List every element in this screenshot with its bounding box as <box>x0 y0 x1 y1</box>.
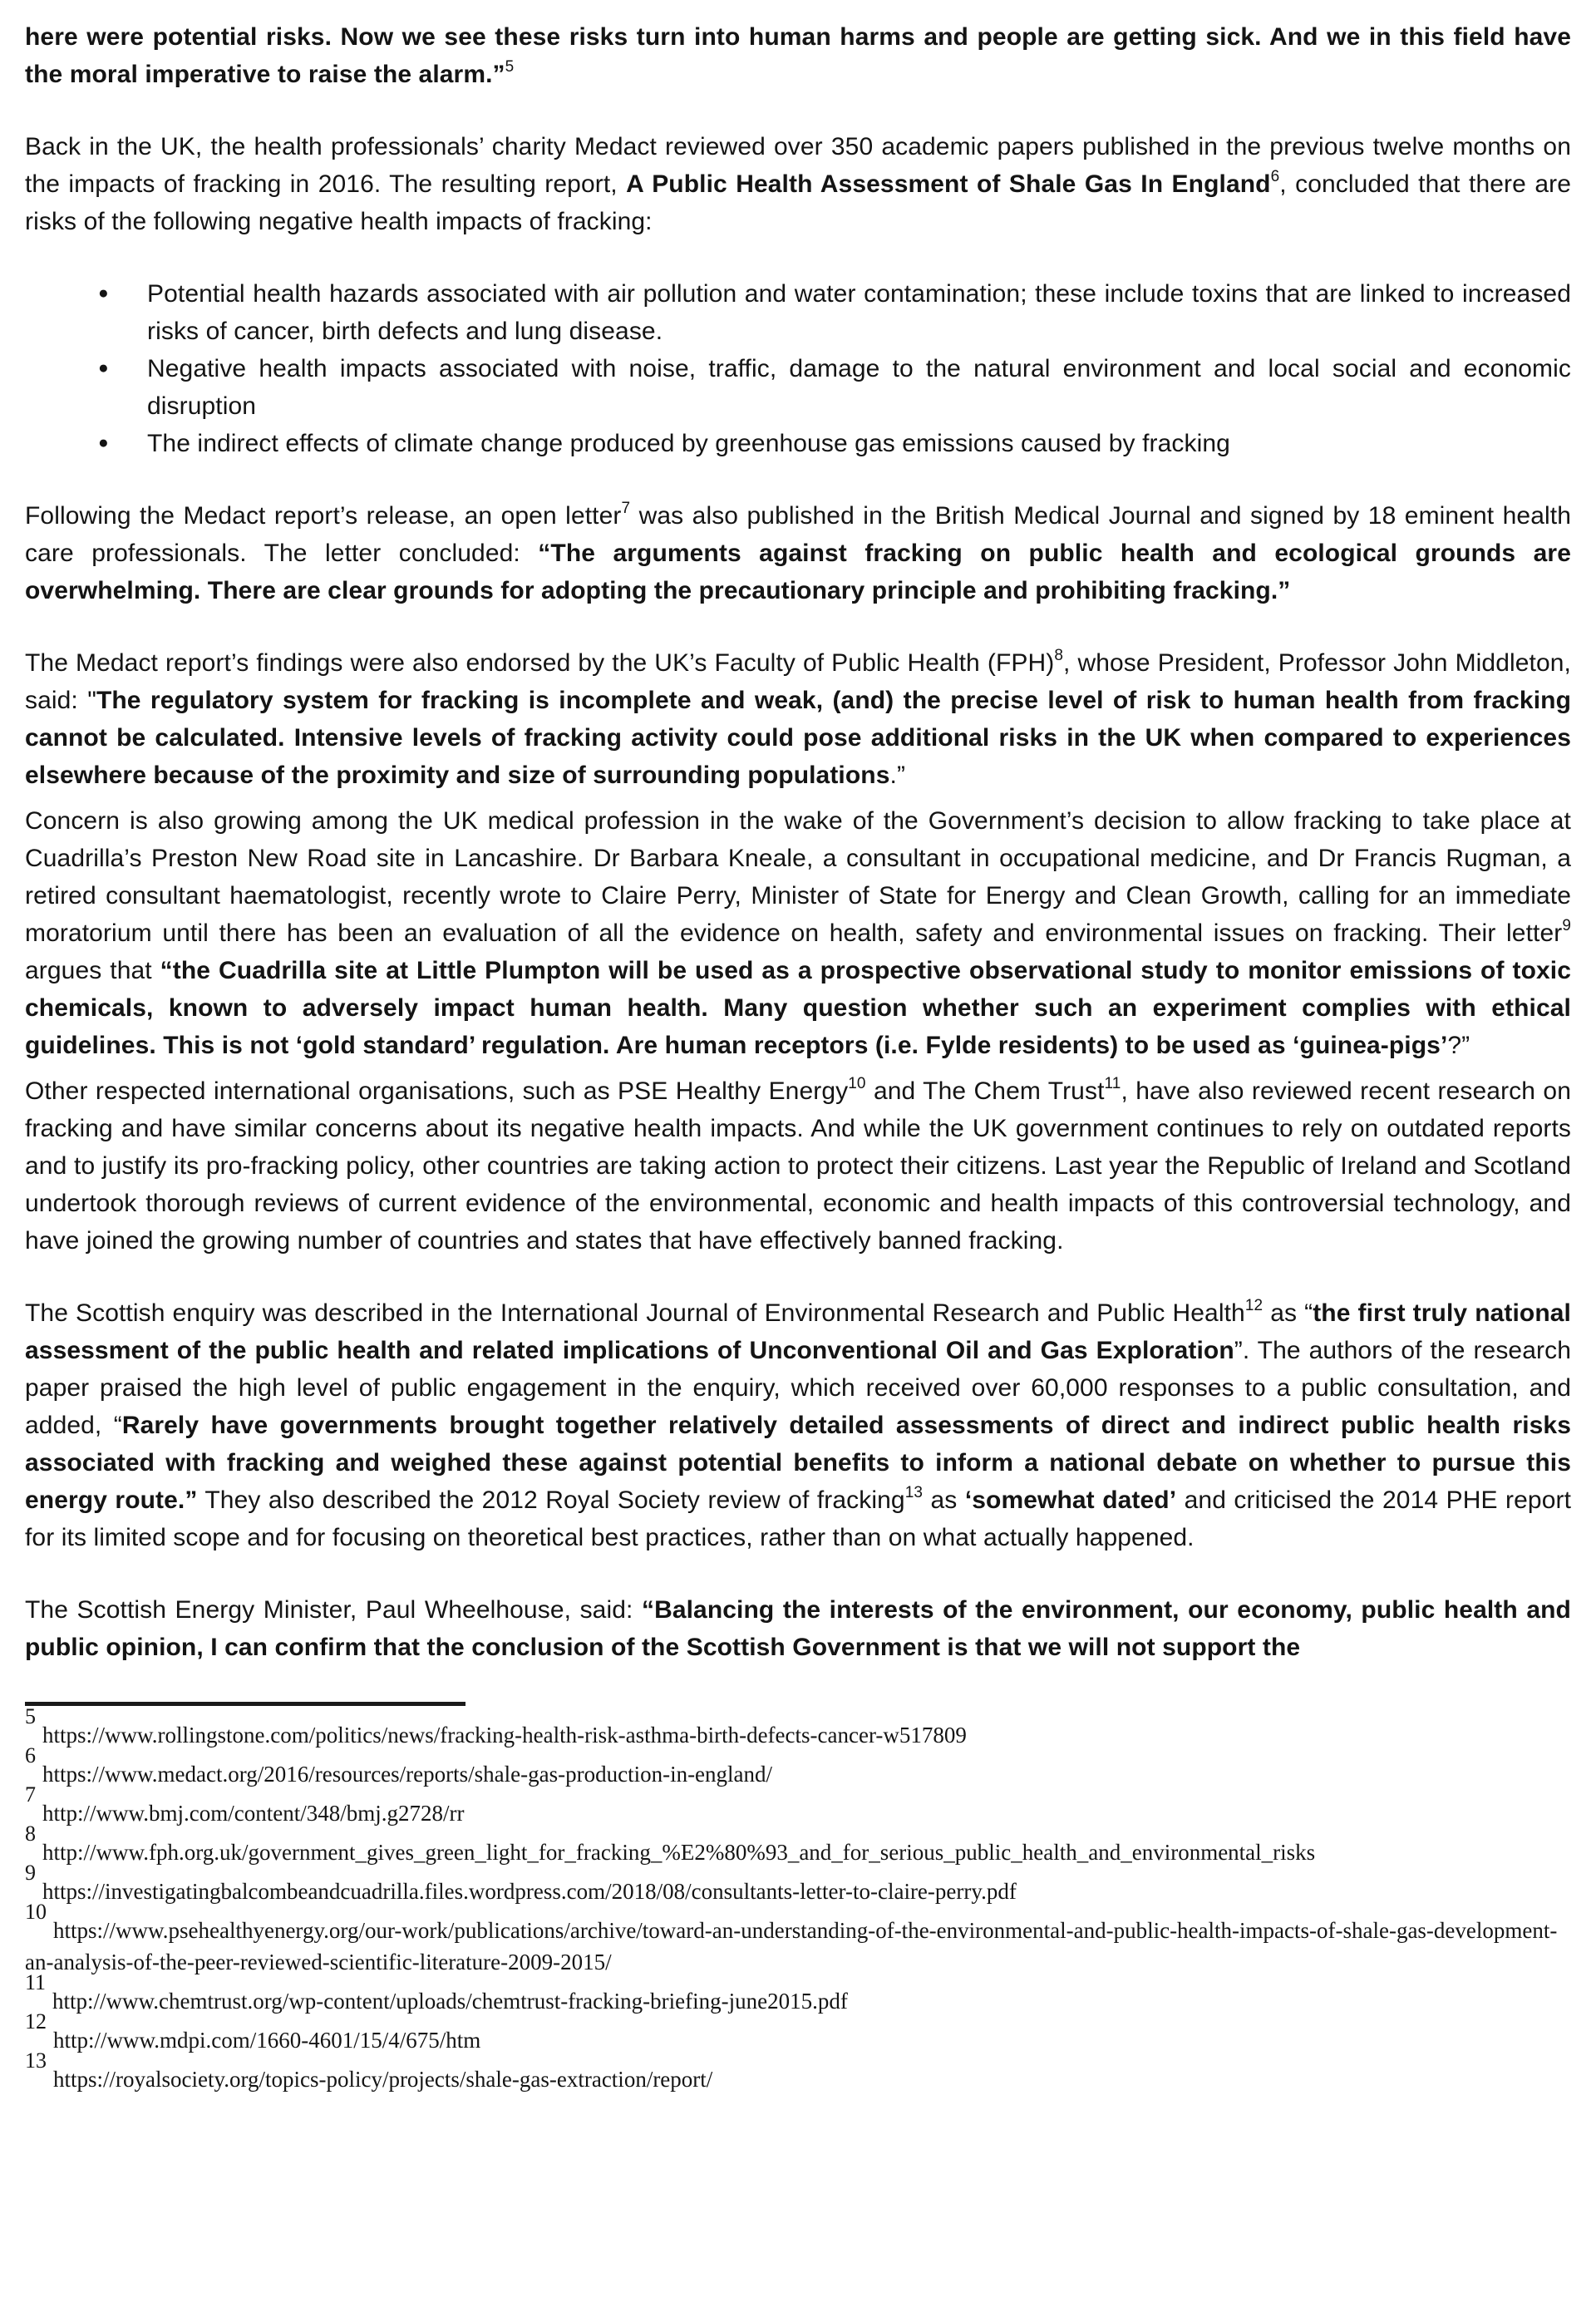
footnote-url-link[interactable]: http://www.chemtrust.org/wp-content/uploads/chemtrust-fracking-briefing-june2015.pdf <box>52 1989 848 2014</box>
bullet-item-climate-change <box>25 425 1571 462</box>
text-run: The Medact report’s findings were also endorsed by the UK’s Faculty of Public Health (FPH) <box>25 649 1055 677</box>
text-run: , whose President, Professor John Middleton, said: " <box>25 649 1571 714</box>
footnote-number: 9 <box>25 1861 36 1885</box>
text-run: ”. The authors of the research paper praised the high level of public engagement in the enquiry, which received over 60,000 responses to a public consultation, and added, “ <box>25 1337 1571 1439</box>
bold-text-run: A Public Health Assessment of Shale Gas In England <box>626 170 1271 198</box>
footnote-item-5 <box>25 1704 1571 1751</box>
footnote-url-link[interactable]: http://www.fph.org.uk/government_gives_green_light_for_fracking_%E2%80%93_and_for_serious_public_health_and_environmental_risks <box>42 1840 1316 1865</box>
bullet-item-air-pollution <box>25 275 1571 350</box>
footnote-number: 8 <box>25 1822 36 1846</box>
footnote-item-10 <box>25 1900 1571 1978</box>
text-run: .” <box>889 762 906 789</box>
text-run: Following the Medact report’s release, an open letter <box>25 502 622 530</box>
paragraph-scottish-enquiry <box>25 1294 1571 1556</box>
paragraph-bmj-letter <box>25 497 1571 609</box>
text-run: , concluded that there are risks of the following negative health impacts of fracking: <box>25 170 1571 235</box>
paragraph-alarm-quote <box>25 18 1571 93</box>
footnote-number: 7 <box>25 1782 36 1807</box>
bold-text-run: “Balancing the interests of the environment, our economy, public health and public opinion, I can confirm that the conclusion of the Scottish Government is that we will not support the <box>25 1596 1571 1661</box>
text-run: Concern is also growing among the UK medical profession in the wake of the Government’s decision to allow fracking to take place at Cuadrilla’s Preston New Road site in Lancashire. Dr Barbara Kneale, a consultant in occupational medicine, and Dr Francis Rugman, a retired consultant haematologist, recently wrote to Claire Perry, Minister of State for Energy and Clean Growth, calling for an immediate moratorium until there has been an evaluation of all the evidence on health, safety and environmental issues on fracking. Their letter <box>25 807 1571 947</box>
footnote-url-link[interactable]: https://royalsociety.org/topics-policy/projects/shale-gas-extraction/report/ <box>53 2067 713 2092</box>
footnote-item-8 <box>25 1822 1571 1868</box>
text-run: was also published in the British Medical Journal and signed by 18 eminent health care professionals. The letter concluded: <box>25 502 1571 567</box>
bold-text-run: here were potential risks. Now we see these risks turn into human harms and people are getting sick. And we in this field have the moral imperative to raise the alarm.” <box>25 23 1571 88</box>
footnote-url-link[interactable]: https://www.medact.org/2016/resources/reports/shale-gas-production-in-england/ <box>42 1762 773 1787</box>
text-run: and criticised the 2014 PHE report for its limited scope and for focusing on theoretical best practices, rather than on what actually happened. <box>25 1486 1572 1551</box>
footnote-url-link[interactable]: https://www.rollingstone.com/politics/news/fracking-health-risk-asthma-birth-defects-cancer-w517809 <box>42 1723 967 1748</box>
bullet-list <box>25 275 1571 462</box>
footnote-number: 11 <box>25 1970 47 1994</box>
paragraph-cuadrilla-concern <box>25 802 1571 1064</box>
footnote-url-link[interactable]: http://www.bmj.com/content/348/bmj.g2728/rr <box>42 1801 465 1826</box>
text-run: Back in the UK, the health professionals’ charity Medact reviewed over 350 academic papers published in the previous twelve months on the impacts of fracking in 2016. The resulting report, <box>25 133 1571 198</box>
bold-text-run: ‘somewhat dated’ <box>964 1486 1177 1514</box>
footnote-reference: 9 <box>1562 917 1571 934</box>
footnote-reference: 7 <box>621 500 631 517</box>
text-run: They also described the 2012 Royal Society review of fracking <box>197 1486 905 1514</box>
footnote-url-link[interactable]: https://www.psehealthyenergy.org/our-work/publications/archive/toward-an-understanding-of-the-environmental-and-public-health-impacts-of-shale-gas-development-an-analysis-of-the-peer-reviewed-scientific-literature-2009-2015/ <box>25 1918 1558 1974</box>
bold-text-run: “the Cuadrilla site at Little Plumpton will be used as a prospective observational study to monitor emissions of toxic chemicals, known to adversely impact human health. Many question whether such an experiment complies with ethical guidelines. This is not ‘gold standard’ regulation. Are human receptors (i.e. Fylde residents) to be used as ‘guinea-pigs’ <box>25 957 1571 1059</box>
footnote-number: 10 <box>25 1900 47 1924</box>
footnote-reference: 12 <box>1244 1297 1264 1314</box>
footnote-reference: 10 <box>848 1075 866 1092</box>
bold-text-run: The regulatory system for fracking is incomplete and weak, (and) the precise level of risk to human health from fracking cannot be calculated. Intensive levels of fracking activity could pose additional risks in the UK when compared to experiences elsewhere because of the proximity and size of surrounding populations <box>25 687 1571 789</box>
footnote-section <box>25 1702 1571 2095</box>
paragraph-medact-review <box>25 128 1571 240</box>
paragraph-scottish-minister <box>25 1591 1571 1666</box>
footnote-separator-line <box>25 1702 466 1706</box>
text-run: Potential health hazards associated with air pollution and water contamination; these include toxins that are linked to increased risks of cancer, birth defects and lung disease. <box>147 280 1571 345</box>
footnote-number: 5 <box>25 1704 36 1728</box>
bold-text-run: “The arguments against fracking on public health and ecological grounds are overwhelming. There are clear grounds for adopting the precautionary principle and prohibiting fracking.” <box>25 540 1571 604</box>
text-run: , have also reviewed recent research on fracking and have similar concerns about its negative health impacts. And while the UK government continues to rely on outdated reports and to justify its pro-fracking policy, other countries are taking action to protect their citizens. Last year the Republic of Ireland and Scotland undertook thorough reviews of current evidence of the environmental, economic and health impacts of this controversial technology, and have joined the growing number of countries and states that have effectively banned fracking. <box>25 1077 1571 1255</box>
footnote-reference: 5 <box>505 58 515 76</box>
paragraph-fph-endorsement <box>25 644 1571 794</box>
text-run: Other respected international organisations, such as PSE Healthy Energy <box>25 1077 849 1105</box>
footnote-number: 13 <box>25 2048 47 2073</box>
footnote-item-11 <box>25 1970 1571 2017</box>
footnote-item-13 <box>25 2048 1571 2095</box>
text-run: The Scottish enquiry was described in the International Journal of Environmental Research and Public Health <box>25 1299 1245 1327</box>
footnote-item-9 <box>25 1861 1571 1907</box>
footnote-reference: 8 <box>1054 647 1064 664</box>
bullet-item-noise-traffic <box>25 350 1571 425</box>
text-run: The Scottish Energy Minister, Paul Wheelhouse, said: <box>25 1596 642 1624</box>
footnote-url-link[interactable]: http://www.mdpi.com/1660-4601/15/4/675/htm <box>53 2028 481 2053</box>
footnote-list <box>25 1704 1571 2095</box>
bold-text-run: the first truly national assessment of the public health and related implications of Unconventional Oil and Gas Exploration <box>25 1299 1571 1364</box>
footnote-reference: 11 <box>1104 1075 1121 1092</box>
footnote-item-6 <box>25 1743 1571 1790</box>
footnote-item-7 <box>25 1782 1571 1829</box>
text-run: ?” <box>1447 1032 1470 1059</box>
footnote-reference: 6 <box>1270 168 1280 185</box>
footnote-url-link[interactable]: https://investigatingbalcombeandcuadrilla.files.wordpress.com/2018/08/consultants-letter-to-claire-perry.pdf <box>42 1879 1017 1904</box>
text-run: Negative health impacts associated with noise, traffic, damage to the natural environment and local social and economic disruption <box>147 355 1571 420</box>
text-run: argues that <box>25 957 160 984</box>
text-run: and The Chem Trust <box>865 1077 1105 1105</box>
bold-text-run: Rarely have governments brought together relatively detailed assessments of direct and indirect public health risks associated with fracking and weighed these against potential benefits to inform a national debate on whether to pursue this energy route.” <box>25 1412 1572 1514</box>
paragraph-international-orgs <box>25 1072 1571 1260</box>
text-run: The indirect effects of climate change produced by greenhouse gas emissions caused by fracking <box>147 430 1230 457</box>
text-run: as “ <box>1263 1299 1313 1327</box>
footnote-number: 6 <box>25 1743 36 1767</box>
text-run: as <box>923 1486 965 1514</box>
footnote-item-12 <box>25 2009 1571 2056</box>
footnote-number: 12 <box>25 2009 47 2034</box>
footnote-reference: 13 <box>904 1484 924 1501</box>
